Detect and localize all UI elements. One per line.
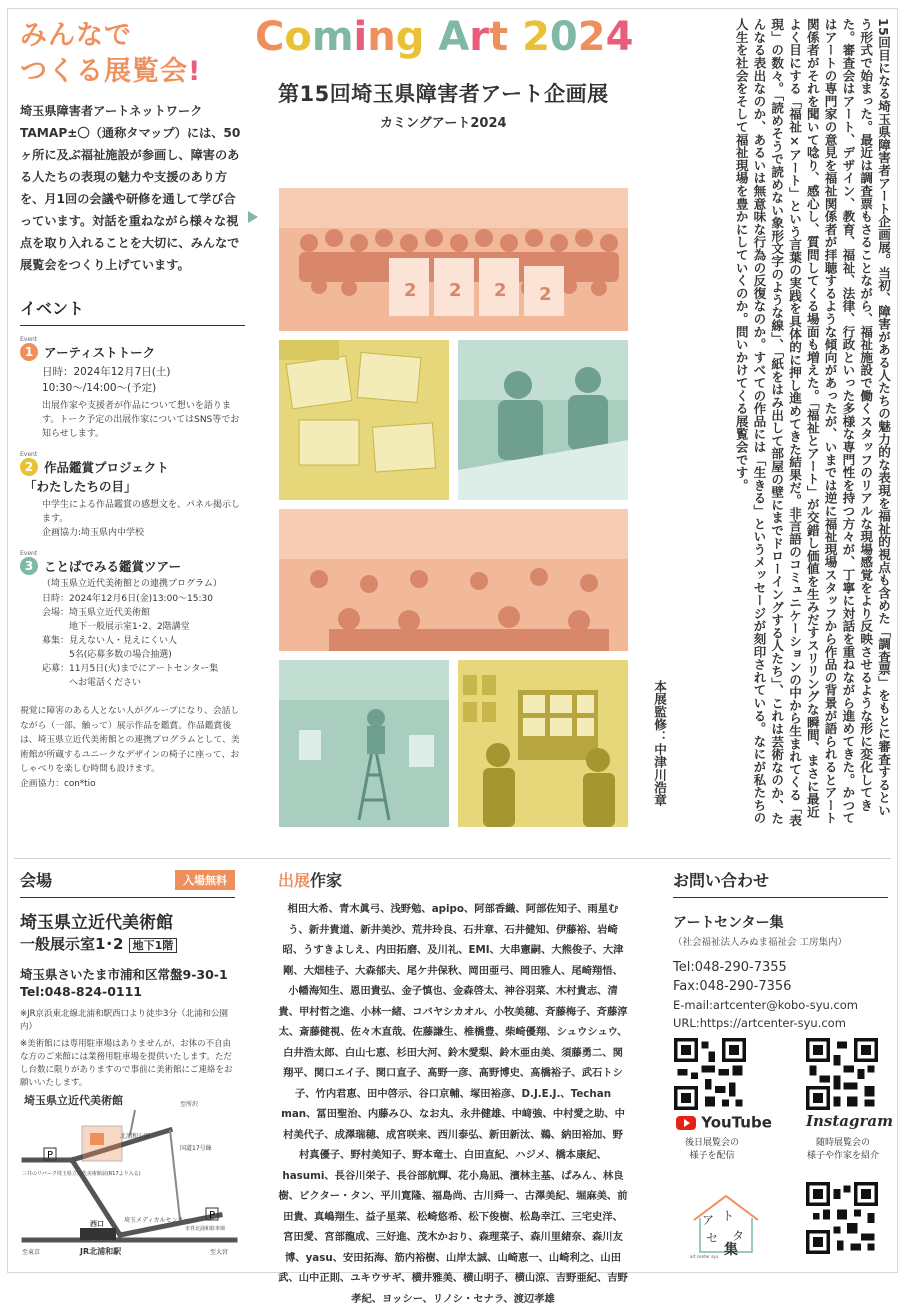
- events-title: イベント: [20, 296, 245, 326]
- map-medical-label: 埼玉メディカルセンター: [124, 1217, 190, 1224]
- event-item: [20, 550, 245, 690]
- map-museum-label: 埼玉県立近代美術館: [24, 1094, 123, 1107]
- logo-letter: m: [311, 14, 354, 60]
- svg-text:2: 2: [539, 284, 552, 305]
- youtube-caption: 後日展覧会の 様子を配信: [684, 1138, 739, 1161]
- map-mitsui-label: 三井のリパーク埼玉県立近代美術館前(R17より入る): [22, 1171, 141, 1177]
- event-date: 日時：2024年12月7日(土) 10:30〜/14:00〜(予定): [42, 366, 171, 394]
- art-center-logo-en: art center syu: [690, 1254, 719, 1259]
- youtube-icon: [676, 1116, 696, 1130]
- section-divider: [14, 858, 891, 859]
- logo-letter: r: [469, 14, 490, 60]
- exhibition-statement: 15回目になる埼玉県障害者アート企画展。当初、障害がある人たちの魅力的な表現を福祉的視点も含めた「調査票」をもとに審査するという形式で始まった。最近は調査票もさることながら、福祉施設で働くスタッフのリアルな現場感覚をより反映させるような形に変化してきた。審査会はアート、デザイン、教育、福祉、法律、行政といった多様な専門性を持つ方々が、丁寧に対話を重ねながら進めてきた。かつてはアートの専門家の意見を福祉関係者が拝聴するような傾向があったが、いまでは逆に福祉現場スタッフから作品の背景が語られるとアート関係者がそれを聞いて唸り、感心し、質問してくる場面も増えた。「福祉とアート」が交錯し価値を生みだすスリリングな瞬間、まさに最近よく目にする「福祉×アート」という言葉の実践を具体的に押し進めてきた結果だ。非言語のコミュニケーションの中から生まれてくる「表現」の数々。「読めそうで読めない象形文字のような線」、「紙をはみ出して部屋の壁にまでドローイングする人たち」、これは芸術なのか、たんなる表出なのか、あるいは無意味な行為の反復なのか。すべての作品には「生きる」というメッセージが刻印されている。なにが私たちの人生を社会をそして福祉現場を豊かにしていくのか。問いかけてくる展覧会です。: [733, 18, 891, 827]
- instagram-caption: 随時展覧会の 様子や作家を紹介: [806, 1138, 879, 1161]
- event-name: 作品鑑賞プロジェクト: [44, 460, 169, 475]
- svg-text:P: P: [47, 1150, 54, 1161]
- artists-section: [278, 868, 628, 1309]
- event-subtitle: 「わたしたちの目」: [24, 479, 137, 494]
- venue-access-note: ※JR京浜東北線北浦和駅西口より徒歩3分（北浦和公園内）: [20, 1009, 228, 1032]
- instagram-logo[interactable]: Instagram: [806, 1112, 893, 1130]
- artists-heading: 出展作家: [278, 871, 343, 890]
- catchphrase: みんなで つくる展覧会!: [20, 20, 202, 87]
- map-road-label: 国道17号線: [180, 1145, 212, 1152]
- logo-letter: t: [489, 14, 509, 60]
- logo-letter: 2: [522, 14, 550, 60]
- contact-section: [673, 868, 888, 1030]
- photo-exhibition-wall: [458, 660, 628, 827]
- photo-group-shot: [279, 188, 628, 331]
- logo-letter: [424, 14, 438, 60]
- logo-letter: g: [395, 14, 425, 60]
- logo-letter: n: [367, 14, 396, 60]
- photo-meeting-room: [279, 509, 628, 651]
- intro-text: 埼玉県障害者アートネットワークTAMAP±〇（通称タマップ）には、50ヶ所に及ぶ福祉施設が参画し、障害のある人たちの表現の魅力や支援のあり方を、月1回の会議や研修を通して学び合っています。対話を重ねながら様々な視点を取り入れることを大切に、みんなで展覧会をつくり上げています。: [20, 104, 241, 272]
- venue-floor: 地下1階: [129, 938, 178, 953]
- venue-tel: Tel:048-824-0111: [20, 984, 142, 999]
- logo-letter: [508, 14, 522, 60]
- art-center-syu-logo: [686, 1190, 766, 1260]
- youtube-logo[interactable]: YouTube: [676, 1113, 772, 1132]
- youtube-qr-code[interactable]: [674, 1038, 746, 1110]
- event-tag: Event: [20, 451, 38, 458]
- venue-room: 一般展示室1･2 地下1階: [20, 934, 235, 956]
- map-tokorozawa-label: 至所沢: [180, 1101, 199, 1108]
- contact-fax: Fax:048-290-7356: [673, 979, 792, 994]
- event-body: 日時：2024年12月6日(金)13:00〜15:30 会場：埼玉県立近代美術館 地下一般展示室1･2、2階講堂 募集：見えない人・見えにくい人 5名(応募多数の場合抽選) 応募：11月5日(火)までにアートセンター集 へお電話ください: [42, 594, 219, 688]
- event-name: アーティストトーク: [44, 345, 156, 360]
- map-station-label: JR北浦和駅: [80, 1247, 122, 1256]
- photo-workshop: [458, 340, 628, 500]
- access-map: [20, 1090, 240, 1260]
- logo-letter: 4: [605, 14, 634, 60]
- instagram-qr-code[interactable]: [806, 1038, 878, 1110]
- svg-text:集: 集: [724, 1242, 738, 1258]
- event-item: [20, 336, 245, 441]
- supervisor-credit: 本展監修：中津川浩章: [652, 680, 667, 806]
- venue-parking-note: ※美術館には専用駐車場はありませんが、お体の不自由な方のご来館には業務用駐車場を提供いたします。ただし台数に限りがありますので事前に美術館にご連絡をお願いいたします。: [20, 1039, 233, 1088]
- coming-art-logo: [255, 14, 650, 66]
- contact-org: アートセンター集: [673, 915, 784, 931]
- venue-name: 埼玉県立近代美術館: [20, 913, 173, 933]
- event-tag: Event: [20, 550, 38, 557]
- photo-drawings: [279, 340, 449, 500]
- venue-section: [20, 868, 235, 1090]
- svg-text:2: 2: [494, 280, 507, 301]
- svg-text:2: 2: [404, 280, 417, 301]
- logo-letter: i: [353, 14, 368, 60]
- contact-email[interactable]: E-mail:artcenter@kobo-syu.com: [673, 998, 858, 1012]
- event-tag: Event: [20, 336, 38, 343]
- event-note: 視覚に障害のある人とない人がグループになり、会話しながら（一部、触って）展示作品を鑑賞。作品鑑賞後は、埼玉県立近代美術館との連携プログラムとして、美術館が所蔵するユニークなデザインの椅子に座って、おしゃべりを楽しむ時間も設けます。 企画協力：con*tio: [20, 706, 240, 789]
- venue-address: 埼玉県さいたま市浦和区常盤9-30-1: [20, 967, 228, 982]
- event-number: 3: [20, 557, 38, 575]
- map-omiya-label: 至大宮: [210, 1249, 229, 1256]
- logo-letter: o: [284, 14, 312, 60]
- contact-url[interactable]: URL:https://artcenter-syu.com: [673, 1016, 846, 1030]
- svg-text:ア: ア: [702, 1213, 715, 1227]
- event-subtitle: （埼玉県立近代美術館との連携プログラム）: [42, 579, 222, 589]
- arrow-marker-icon: [248, 211, 258, 223]
- photo-hanging-art: [279, 660, 449, 827]
- event-number: 1: [20, 343, 38, 361]
- venue-heading: 会場: [20, 871, 53, 890]
- svg-text:タ: タ: [732, 1229, 745, 1243]
- svg-text:セ: セ: [706, 1231, 719, 1245]
- events-list: [20, 336, 245, 690]
- event-body: 中学生による作品鑑賞の感想文を、パネル掲示します。 企画協力:埼玉県内中学校: [42, 500, 241, 538]
- map-west-exit-label: 西口: [90, 1220, 104, 1228]
- map-tokyo-label: 至東京: [22, 1249, 41, 1256]
- svg-text:P: P: [209, 1210, 216, 1221]
- map-parking-lot-label: 市営北浦和駐車場: [185, 1226, 226, 1232]
- logo-letter: A: [438, 14, 470, 60]
- left-column: [20, 18, 245, 791]
- event-body: 出展作家や支援者が作品について想いを語ります。トーク予定の出展作家についてはSNS等でお知らせします。: [42, 401, 240, 439]
- contact-heading: お問い合わせ: [673, 868, 888, 898]
- event-item: [20, 451, 245, 540]
- logo-letter: 0: [549, 14, 578, 60]
- map-park-label: 北浦和公園: [120, 1133, 151, 1140]
- contact-tel: Tel:048-290-7355: [673, 960, 787, 975]
- free-admission-badge: 入場無料: [175, 870, 235, 890]
- svg-text:ト: ト: [722, 1209, 735, 1223]
- svg-text:2: 2: [449, 280, 462, 301]
- artist-list: 相田大希、青木眞弓、浅野勉、apipo、阿部香織、阿部佐知子、雨星むう、新井貴道、新井美沙、荒井玲良、石井章、石井健知、伊藤裕、岩崎昭、うすきよしえ、内田拓磨、及川礼、EMI、大串憲嗣、大熊俊子、大津剛、大畑桂子、大森郁夫、尾ケ井保秋、岡田亜弓、岡田雅人、尾崎翔悟、小幡海知生、恩田貴弘、金子慎也、金森啓太、神谷羽菜、木村貴志、清貴、甲村哲之進、小林一緒、コバヤシカオル、小牧美穂、斉藤梅子、斉藤淳太、斎藤健視、佐々木直哉、佐藤謙生、椎橋豊、柴崎優翔、シュウシュウ、白井浩太郎、白山七恵、杉田大河、鈴木愛梨、鈴木亜由美、須藤勇二、関翔平、関口エイ子、関口直子、髙野一彦、髙野博史、髙橋裕子、武石トシ子、竹内君恵、田中啓示、谷口京輔、塚田裕彦、D.J.E.J.、Techan man、冨田聖治、内藤みひ、なお丸、永井健雄、中﨑強、中村愛之助、中村美代子、成澤瑞穂、成宮咲来、西川泰弘、新田新汰、鵜、納田裕加、野村真優子、野村美知子、野本竜士、白田直紀、ハジメ、橋本康紀、hasumi、長谷川栄子、長谷部航輝、花小鳥凪、濱林主基、ぱみん、林良樹、ビクター・タン、平川寛隆、福島尚、古川舜一、古澤美紀、堀麻美、前田貴、真嶋翔生、益子星菜、松崎悠希、松下俊樹、松島幸江、三宅史洋、宮田愛、宮部龍成、三好進、茂木かおり、森理菜子、森川里緒奈、森川友博、yasu、安田拓海、筋内裕樹、山岸太誠、山崎恵一、山崎利之、山田武、山中正則、ユキウサギ、横井雅美、横山明子、横山涼、吉野亜紀、吉野孝紀、ヨッシー、リノシ・セナラ、渡辺孝雄: [278, 903, 628, 1305]
- logo-letter: C: [255, 14, 285, 60]
- contact-org-sub: （社会福祉法人みぬま福祉会 工房集内）: [673, 937, 848, 948]
- event-number: 2: [20, 458, 38, 476]
- event-name: ことばでみる鑑賞ツアー: [44, 559, 182, 574]
- logo-letter: 2: [577, 14, 606, 60]
- exhibition-title: 第15回埼玉県障害者アート企画展: [278, 82, 609, 106]
- exhibition-subtitle: カミングアート2024: [380, 116, 507, 131]
- website-qr-code[interactable]: [806, 1182, 878, 1254]
